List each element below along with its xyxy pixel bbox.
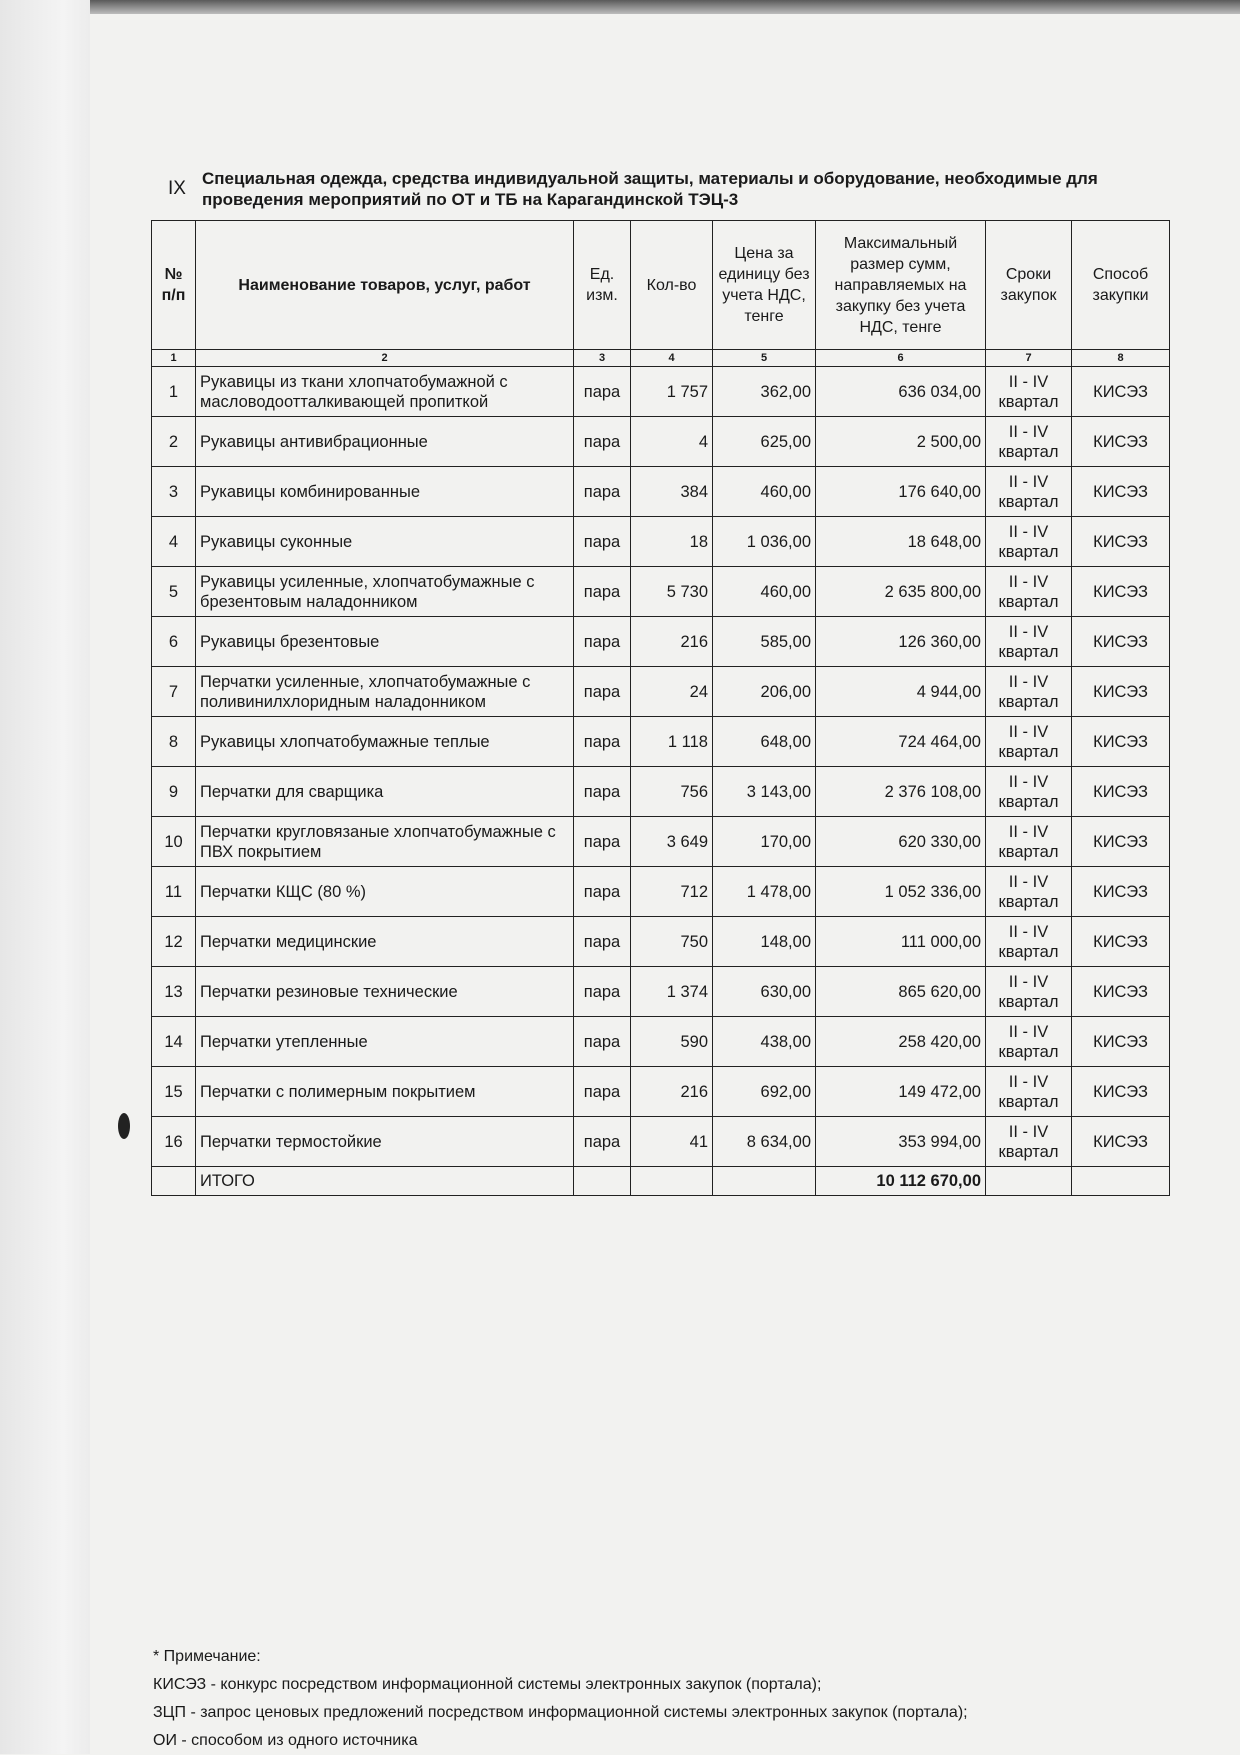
table-row xyxy=(152,367,1170,417)
item-method: КИСЭЗ xyxy=(1072,967,1170,1017)
item-price: 1 478,00 xyxy=(713,867,816,917)
header-unit: Ед. изм. xyxy=(574,221,631,350)
item-qty: 3 649 xyxy=(631,817,713,867)
row-number: 12 xyxy=(152,917,196,967)
item-unit: пара xyxy=(574,617,631,667)
row-number: 14 xyxy=(152,1017,196,1067)
header-name: Наименование товаров, услуг, работ xyxy=(196,221,574,350)
table-row xyxy=(152,767,1170,817)
total-empty-cell xyxy=(574,1167,631,1196)
item-method: КИСЭЗ xyxy=(1072,517,1170,567)
table-row xyxy=(152,967,1170,1017)
table-header-row xyxy=(152,221,1170,350)
item-method: КИСЭЗ xyxy=(1072,867,1170,917)
table-row xyxy=(152,917,1170,967)
item-name: Перчатки для сварщика xyxy=(196,767,574,817)
item-sum: 2 635 800,00 xyxy=(816,567,986,617)
item-period: II - IV квартал xyxy=(986,1117,1072,1167)
item-qty: 216 xyxy=(631,1067,713,1117)
total-label: ИТОГО xyxy=(196,1167,574,1196)
table-row xyxy=(152,817,1170,867)
item-qty: 41 xyxy=(631,1117,713,1167)
row-number: 9 xyxy=(152,767,196,817)
column-number: 3 xyxy=(574,350,631,367)
item-qty: 5 730 xyxy=(631,567,713,617)
table-row xyxy=(152,1017,1170,1067)
procurement-table xyxy=(151,220,1170,1196)
item-price: 170,00 xyxy=(713,817,816,867)
header-method: Способ закупки xyxy=(1072,221,1170,350)
total-empty-cell xyxy=(713,1167,816,1196)
item-sum: 865 620,00 xyxy=(816,967,986,1017)
item-method: КИСЭЗ xyxy=(1072,367,1170,417)
column-number: 2 xyxy=(196,350,574,367)
column-number: 6 xyxy=(816,350,986,367)
item-method: КИСЭЗ xyxy=(1072,817,1170,867)
item-price: 206,00 xyxy=(713,667,816,717)
table-row xyxy=(152,717,1170,767)
item-unit: пара xyxy=(574,817,631,867)
item-period: II - IV квартал xyxy=(986,767,1072,817)
item-period: II - IV квартал xyxy=(986,667,1072,717)
item-price: 3 143,00 xyxy=(713,767,816,817)
item-name: Перчатки с полимерным покрытием xyxy=(196,1067,574,1117)
item-qty: 24 xyxy=(631,667,713,717)
item-method: КИСЭЗ xyxy=(1072,1117,1170,1167)
item-sum: 2 376 108,00 xyxy=(816,767,986,817)
item-price: 8 634,00 xyxy=(713,1117,816,1167)
punch-hole-mark xyxy=(118,1113,130,1139)
item-qty: 384 xyxy=(631,467,713,517)
item-unit: пара xyxy=(574,1067,631,1117)
item-qty: 4 xyxy=(631,417,713,467)
item-qty: 590 xyxy=(631,1017,713,1067)
item-name: Перчатки КЩС (80 %) xyxy=(196,867,574,917)
item-sum: 126 360,00 xyxy=(816,617,986,667)
item-unit: пара xyxy=(574,717,631,767)
item-sum: 149 472,00 xyxy=(816,1067,986,1117)
row-number: 3 xyxy=(152,467,196,517)
table-row xyxy=(152,867,1170,917)
item-method: КИСЭЗ xyxy=(1072,617,1170,667)
item-sum: 620 330,00 xyxy=(816,817,986,867)
item-period: II - IV квартал xyxy=(986,1017,1072,1067)
item-period: II - IV квартал xyxy=(986,417,1072,467)
item-name: Рукавицы из ткани хлопчатобумажной с масловодоотталкивающей пропиткой xyxy=(196,367,574,417)
item-name: Рукавицы комбинированные xyxy=(196,467,574,517)
item-name: Перчатки усиленные, хлопчатобумажные с поливинилхлоридным наладонником xyxy=(196,667,574,717)
row-number: 16 xyxy=(152,1117,196,1167)
item-period: II - IV квартал xyxy=(986,717,1072,767)
item-unit: пара xyxy=(574,367,631,417)
item-unit: пара xyxy=(574,417,631,467)
item-price: 1 036,00 xyxy=(713,517,816,567)
item-sum: 4 944,00 xyxy=(816,667,986,717)
item-period: II - IV квартал xyxy=(986,867,1072,917)
item-price: 362,00 xyxy=(713,367,816,417)
table-row xyxy=(152,417,1170,467)
item-period: II - IV квартал xyxy=(986,917,1072,967)
table-row xyxy=(152,467,1170,517)
total-empty-cell xyxy=(631,1167,713,1196)
item-unit: пара xyxy=(574,867,631,917)
item-price: 585,00 xyxy=(713,617,816,667)
item-method: КИСЭЗ xyxy=(1072,917,1170,967)
item-unit: пара xyxy=(574,767,631,817)
item-name: Перчатки утепленные xyxy=(196,1017,574,1067)
item-method: КИСЭЗ xyxy=(1072,717,1170,767)
item-period: II - IV квартал xyxy=(986,517,1072,567)
column-number: 5 xyxy=(713,350,816,367)
item-unit: пара xyxy=(574,567,631,617)
section-number: IX xyxy=(168,178,186,199)
item-method: КИСЭЗ xyxy=(1072,567,1170,617)
item-price: 648,00 xyxy=(713,717,816,767)
header-period: Сроки закупок xyxy=(986,221,1072,350)
total-empty-cell xyxy=(986,1167,1072,1196)
item-unit: пара xyxy=(574,967,631,1017)
row-number: 5 xyxy=(152,567,196,617)
item-sum: 353 994,00 xyxy=(816,1117,986,1167)
item-price: 460,00 xyxy=(713,467,816,517)
item-unit: пара xyxy=(574,467,631,517)
item-name: Рукавицы усиленные, хлопчатобумажные с брезентовым наладонником xyxy=(196,567,574,617)
item-name: Рукавицы брезентовые xyxy=(196,617,574,667)
table-row xyxy=(152,1117,1170,1167)
item-price: 438,00 xyxy=(713,1017,816,1067)
item-period: II - IV квартал xyxy=(986,367,1072,417)
total-row xyxy=(152,1167,1170,1196)
item-method: КИСЭЗ xyxy=(1072,417,1170,467)
item-period: II - IV квартал xyxy=(986,567,1072,617)
item-method: КИСЭЗ xyxy=(1072,467,1170,517)
item-method: КИСЭЗ xyxy=(1072,1067,1170,1117)
item-unit: пара xyxy=(574,517,631,567)
item-method: КИСЭЗ xyxy=(1072,1017,1170,1067)
row-number: 10 xyxy=(152,817,196,867)
footnote-line: КИСЭЗ - конкурс посредством информационной системы электронных закупок (портала); xyxy=(153,1676,822,1693)
item-qty: 756 xyxy=(631,767,713,817)
footnote xyxy=(153,1643,968,1755)
item-period: II - IV квартал xyxy=(986,467,1072,517)
header-num: № п/п xyxy=(152,221,196,350)
table-row xyxy=(152,667,1170,717)
item-sum: 2 500,00 xyxy=(816,417,986,467)
item-qty: 1 118 xyxy=(631,717,713,767)
item-sum: 636 034,00 xyxy=(816,367,986,417)
scan-margin xyxy=(0,0,90,1754)
item-method: КИСЭЗ xyxy=(1072,667,1170,717)
item-name: Перчатки медицинские xyxy=(196,917,574,967)
item-price: 625,00 xyxy=(713,417,816,467)
item-unit: пара xyxy=(574,1017,631,1067)
item-sum: 1 052 336,00 xyxy=(816,867,986,917)
item-price: 692,00 xyxy=(713,1067,816,1117)
item-price: 630,00 xyxy=(713,967,816,1017)
item-sum: 111 000,00 xyxy=(816,917,986,967)
row-number: 1 xyxy=(152,367,196,417)
row-number: 7 xyxy=(152,667,196,717)
item-unit: пара xyxy=(574,667,631,717)
item-name: Рукавицы суконные xyxy=(196,517,574,567)
total-sum: 10 112 670,00 xyxy=(816,1167,986,1196)
row-number: 6 xyxy=(152,617,196,667)
row-number: 8 xyxy=(152,717,196,767)
scan-edge xyxy=(90,0,1240,14)
item-name: Рукавицы хлопчатобумажные теплые xyxy=(196,717,574,767)
item-sum: 18 648,00 xyxy=(816,517,986,567)
item-unit: пара xyxy=(574,917,631,967)
column-number: 4 xyxy=(631,350,713,367)
header-max-sum: Максимальный размер сумм, направляемых на закупку без учета НДС, тенге xyxy=(816,221,986,350)
section-title: Специальная одежда, средства индивидуальной защиты, материалы и оборудование, необходимые для проведения мероприятий по ОТ и ТБ на Карагандинской ТЭЦ-3 xyxy=(202,169,1098,209)
row-number: 4 xyxy=(152,517,196,567)
item-price: 148,00 xyxy=(713,917,816,967)
item-qty: 18 xyxy=(631,517,713,567)
footnote-line: ЗЦП - запрос ценовых предложений посредством информационной системы электронных закупок (портала); xyxy=(153,1704,968,1721)
item-name: Рукавицы антивибрационные xyxy=(196,417,574,467)
footnote-line: ОИ - способом из одного источника xyxy=(153,1732,418,1749)
row-number: 2 xyxy=(152,417,196,467)
row-number: 15 xyxy=(152,1067,196,1117)
item-sum: 724 464,00 xyxy=(816,717,986,767)
item-sum: 176 640,00 xyxy=(816,467,986,517)
item-unit: пара xyxy=(574,1117,631,1167)
item-qty: 1 374 xyxy=(631,967,713,1017)
table-body xyxy=(152,367,1170,1196)
item-period: II - IV квартал xyxy=(986,817,1072,867)
table-row xyxy=(152,617,1170,667)
item-period: II - IV квартал xyxy=(986,617,1072,667)
header-price: Цена за единицу без учета НДС, тенге xyxy=(713,221,816,350)
column-number: 7 xyxy=(986,350,1072,367)
item-name: Перчатки кругловязаные хлопчатобумажные с ПВХ покрытием xyxy=(196,817,574,867)
column-number: 8 xyxy=(1072,350,1170,367)
item-qty: 216 xyxy=(631,617,713,667)
row-number: 13 xyxy=(152,967,196,1017)
item-qty: 1 757 xyxy=(631,367,713,417)
row-number: 11 xyxy=(152,867,196,917)
footnote-title: * Примечание: xyxy=(153,1648,261,1665)
item-qty: 712 xyxy=(631,867,713,917)
table-row xyxy=(152,1067,1170,1117)
header-qty: Кол-во xyxy=(631,221,713,350)
total-empty-cell xyxy=(1072,1167,1170,1196)
item-method: КИСЭЗ xyxy=(1072,767,1170,817)
table-row xyxy=(152,567,1170,617)
item-price: 460,00 xyxy=(713,567,816,617)
item-sum: 258 420,00 xyxy=(816,1017,986,1067)
column-number: 1 xyxy=(152,350,196,367)
item-name: Перчатки резиновые технические xyxy=(196,967,574,1017)
item-period: II - IV квартал xyxy=(986,1067,1072,1117)
table-row xyxy=(152,517,1170,567)
column-numbers-row xyxy=(152,350,1170,367)
total-empty-cell xyxy=(152,1167,196,1196)
item-name: Перчатки термостойкие xyxy=(196,1117,574,1167)
item-qty: 750 xyxy=(631,917,713,967)
item-period: II - IV квартал xyxy=(986,967,1072,1017)
